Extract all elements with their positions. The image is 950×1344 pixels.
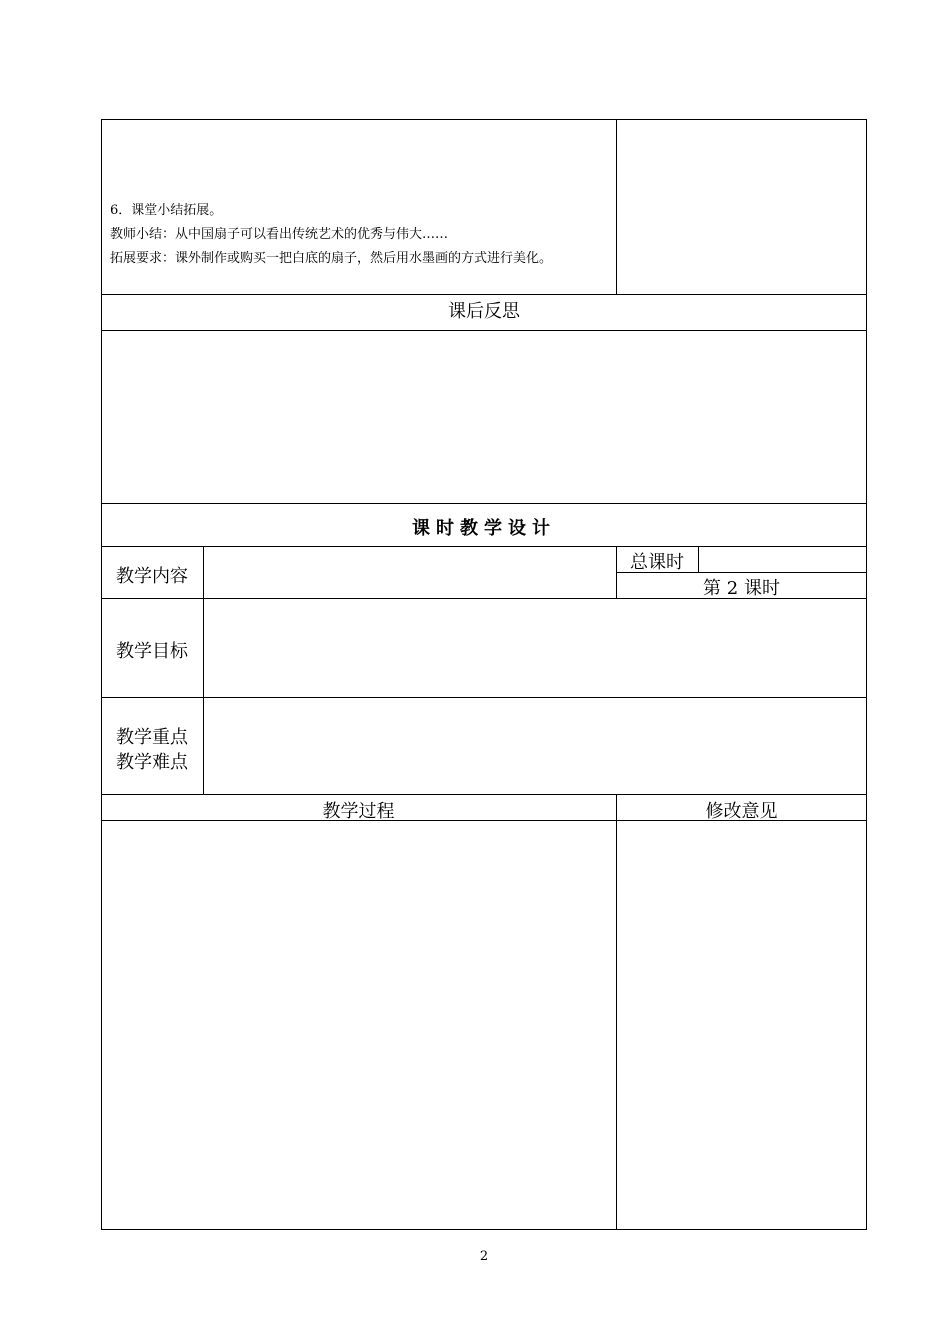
table-right-border — [866, 119, 867, 1230]
table-top-border — [101, 119, 867, 120]
design-title: 课时教学设计 — [412, 518, 556, 539]
page-number: 2 — [479, 1249, 489, 1264]
column-divider — [698, 546, 699, 572]
row-divider — [101, 503, 867, 504]
teacher-summary: 教师小结：从中国扇子可以看出传统艺术的优秀与伟大…… — [110, 227, 449, 242]
column-divider — [203, 546, 204, 794]
column-divider — [616, 119, 617, 294]
row-divider — [101, 546, 867, 547]
reflection-title: 课后反思 — [448, 301, 520, 322]
goal-label: 教学目标 — [116, 641, 188, 662]
row-divider — [101, 794, 867, 795]
row-divider — [101, 697, 867, 698]
session-label: 第 2 课时 — [703, 578, 780, 599]
revision-label: 修改意见 — [705, 801, 778, 822]
difficult-point-label: 教学难点 — [116, 752, 188, 773]
row-divider — [101, 294, 867, 295]
process-label: 教学过程 — [322, 801, 395, 822]
summary-heading: 6．课堂小结拓展。 — [110, 203, 223, 218]
key-point-label: 教学重点 — [116, 727, 188, 748]
row-divider — [101, 330, 867, 331]
table-bottom-border — [101, 1229, 867, 1230]
total-hours-label: 总课时 — [630, 552, 684, 573]
table-left-border — [101, 119, 102, 1230]
extension-requirement: 拓展要求：课外制作或购买一把白底的扇子，然后用水墨画的方式进行美化。 — [110, 251, 553, 266]
content-label: 教学内容 — [116, 566, 188, 587]
column-divider — [616, 794, 617, 1230]
